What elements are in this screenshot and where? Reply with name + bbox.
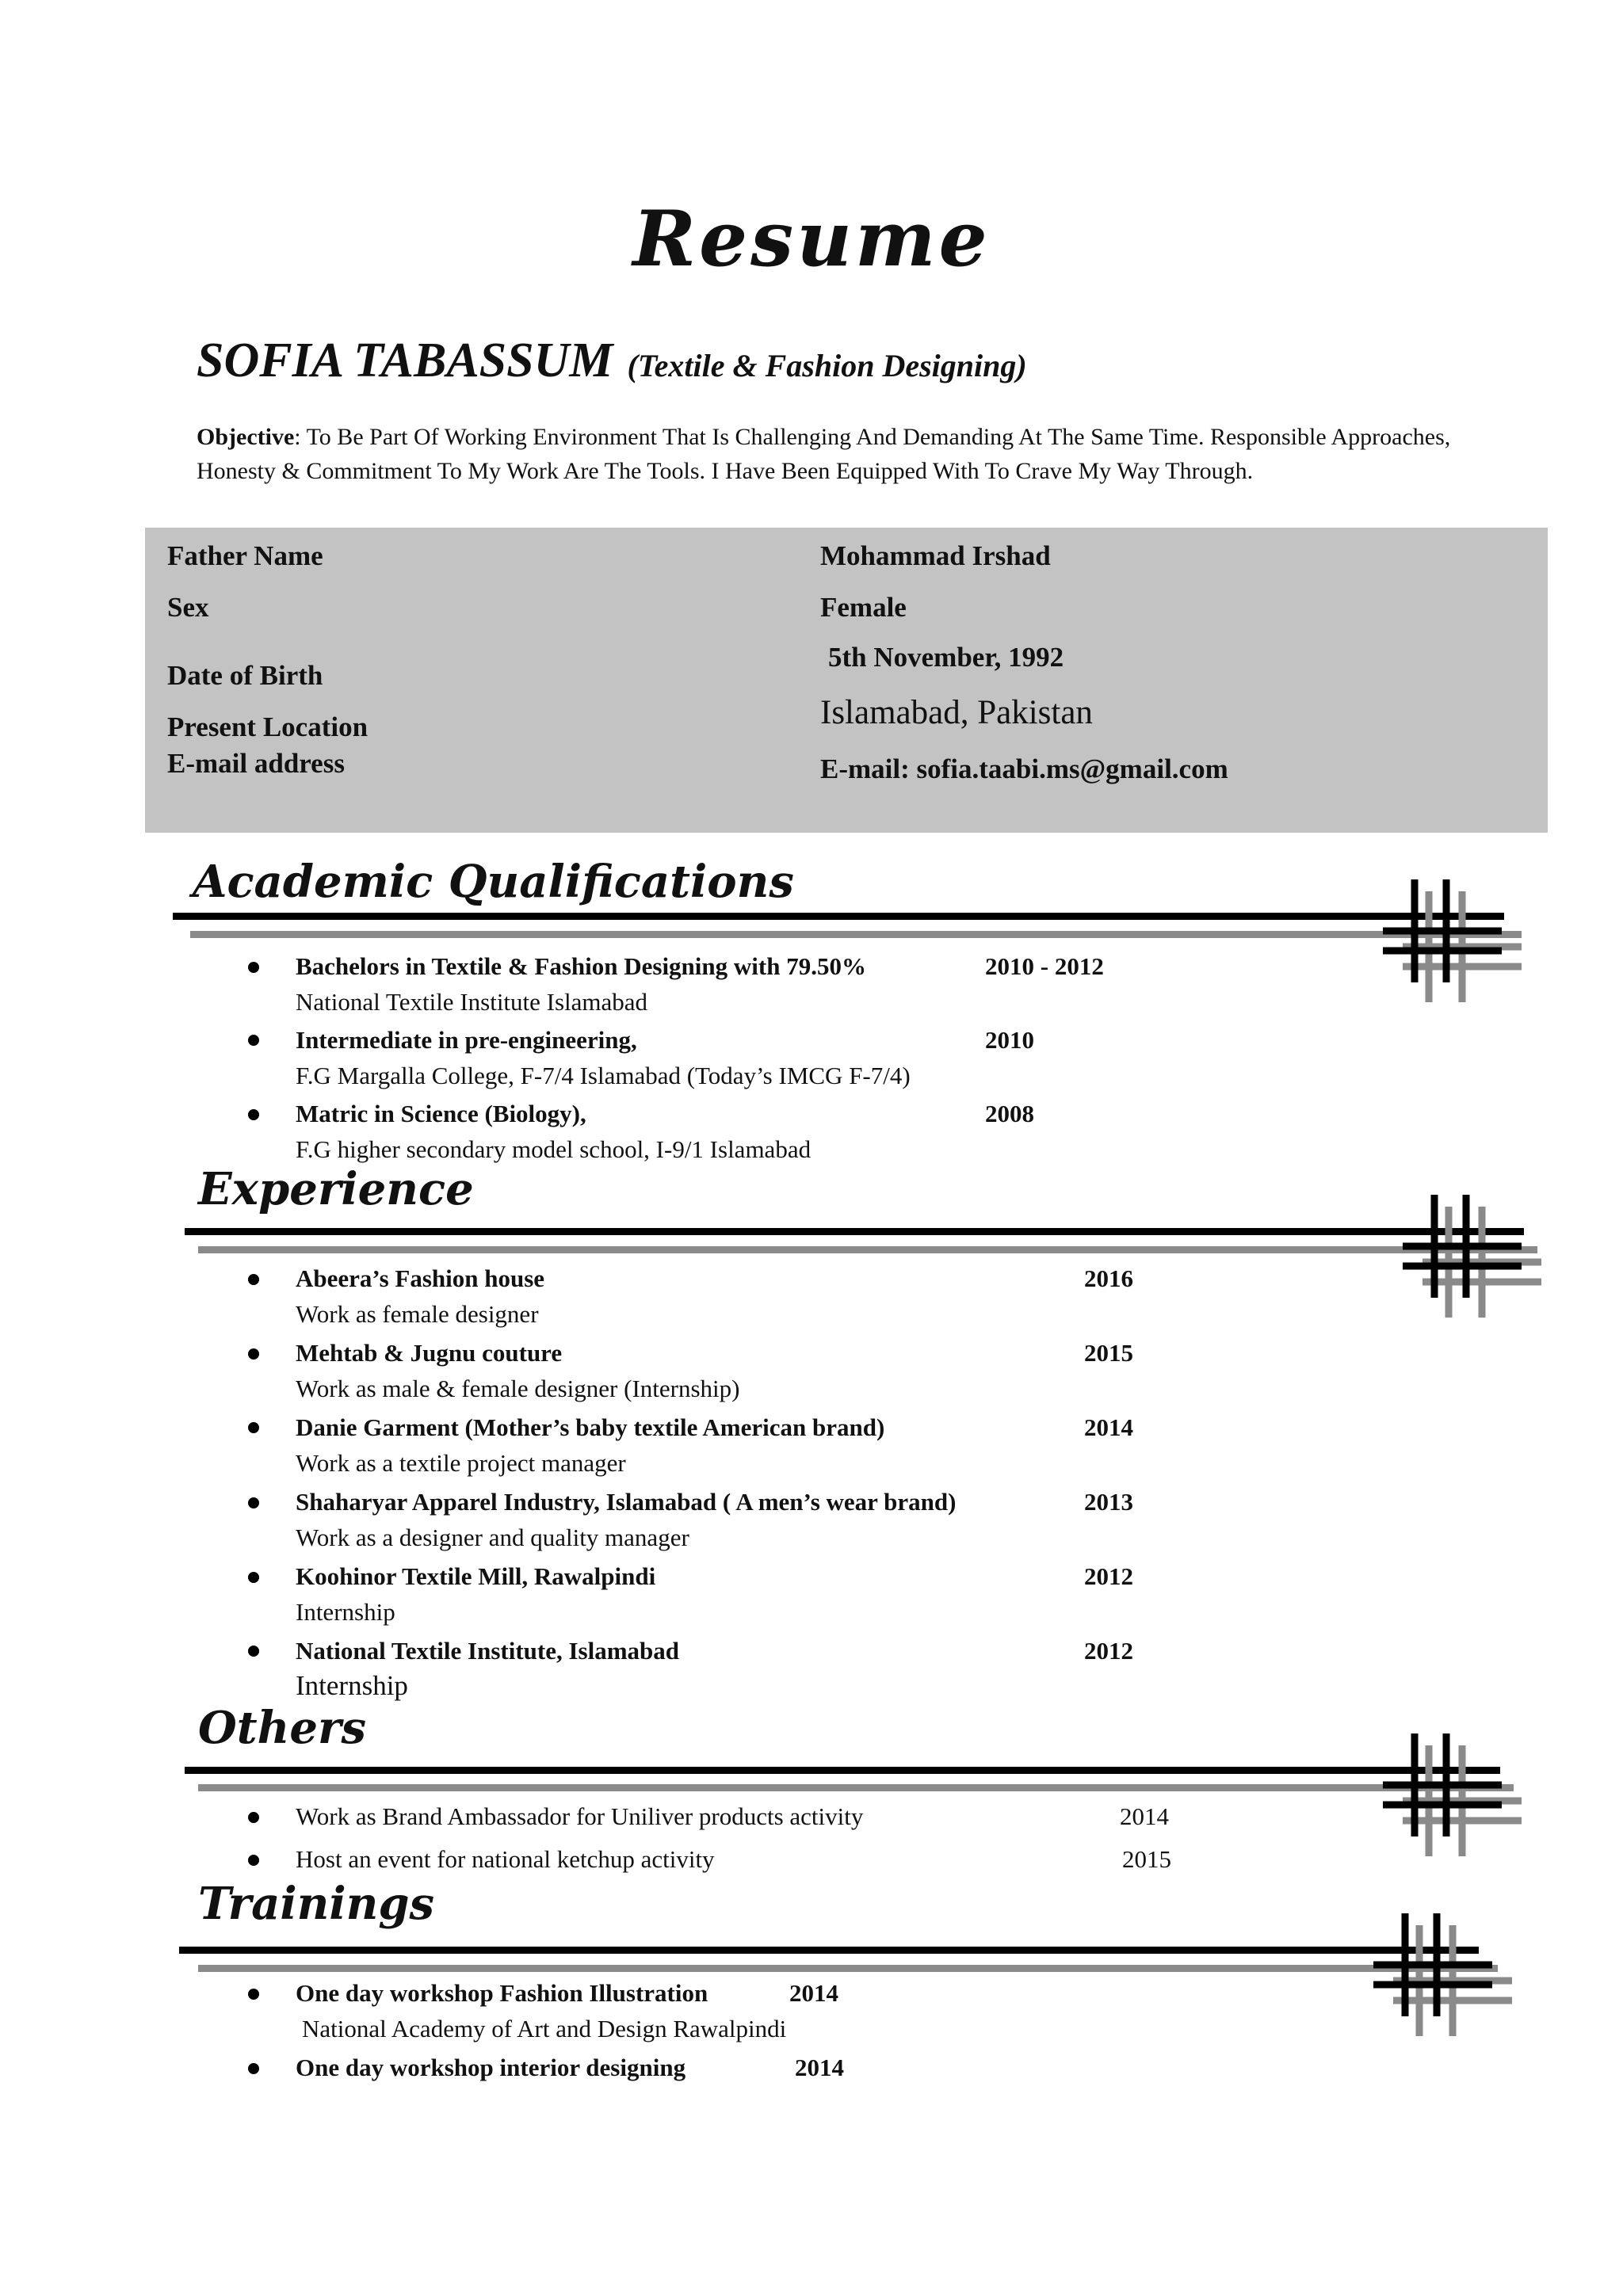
academic-heading: Academic Qualifications	[193, 856, 794, 908]
info-value-father-name: Mohammad Irshad	[820, 540, 1051, 571]
info-label-email: E-mail address	[167, 748, 345, 779]
others-year: 2014	[1120, 1802, 1169, 1830]
experience-year: 2012	[1084, 1637, 1133, 1665]
bullet-icon	[248, 1497, 259, 1508]
personal-info-box	[145, 528, 1548, 833]
section-divider	[198, 1965, 1498, 1972]
info-label-father-name: Father Name	[167, 540, 323, 571]
hash-ornament-icon	[1373, 1913, 1512, 2040]
academic-institution: National Textile Institute Islamabad	[296, 988, 648, 1016]
academic-year: 2010 - 2012	[985, 952, 1104, 980]
trainings-heading: Trainings	[198, 1878, 435, 1930]
experience-role: Work as male & female designer (Internship)	[296, 1375, 740, 1402]
page-title: Resume	[632, 194, 991, 284]
training-title: One day workshop interior designing	[296, 2054, 686, 2081]
experience-role: Internship	[296, 1598, 395, 1626]
hash-ornament-icon	[1383, 879, 1522, 1006]
bullet-icon	[248, 2063, 259, 2074]
academic-title: Bachelors in Textile & Fashion Designing with 79.50%	[296, 952, 866, 980]
training-institution: National Academy of Art and Design Rawalpindi	[302, 2015, 787, 2042]
bullet-icon	[248, 1812, 259, 1823]
training-year: 2014	[795, 2054, 844, 2081]
objective	[197, 420, 1496, 488]
objective-label: Objective	[197, 424, 295, 450]
training-title: One day workshop Fashion Illustration	[296, 1979, 708, 2007]
section-divider	[198, 1784, 1514, 1791]
objective-text: : To Be Part Of Working Environment That Is Challenging And Demanding At The Same Time. Responsible Approaches, Honesty & Commitment To My Work Are The Tools. I Have Been Equipped With To Crave My Way Through.	[197, 424, 1451, 484]
experience-role: Work as a designer and quality manager	[296, 1524, 689, 1551]
name-line	[197, 333, 1027, 389]
experience-title: Koohinor Textile Mill, Rawalpindi	[296, 1562, 656, 1590]
bullet-icon	[248, 1572, 259, 1583]
section-divider	[190, 931, 1522, 938]
experience-heading: Experience	[198, 1163, 474, 1215]
academic-institution: F.G higher secondary model school, I-9/1 Islamabad	[296, 1135, 812, 1163]
experience-year: 2014	[1084, 1413, 1133, 1441]
person-name: SOFIA TABASSUM	[197, 334, 613, 387]
academic-title: Intermediate in pre-engineering,	[296, 1026, 637, 1054]
bullet-icon	[248, 1109, 259, 1120]
hash-ornament-icon	[1383, 1733, 1522, 1860]
training-year: 2014	[789, 1979, 838, 2007]
info-value-dob: 5th November, 1992	[828, 642, 1064, 673]
section-divider	[185, 1767, 1500, 1774]
experience-role: Work as female designer	[296, 1300, 539, 1328]
info-value-sex: Female	[820, 592, 907, 623]
info-label-location: Present Location	[167, 711, 369, 742]
others-heading: Others	[198, 1702, 367, 1754]
experience-year: 2015	[1084, 1339, 1133, 1367]
person-specialty: (Textile & Fashion Designing)	[627, 348, 1027, 383]
experience-title: Abeera’s Fashion house	[296, 1264, 545, 1292]
bullet-icon	[248, 1035, 259, 1046]
info-label-dob: Date of Birth	[167, 660, 323, 691]
others-activity: Work as Brand Ambassador for Uniliver products activity	[296, 1802, 864, 1830]
bullet-icon	[248, 1646, 259, 1657]
bullet-icon	[248, 1989, 259, 2000]
info-value-location: Islamabad, Pakistan	[820, 694, 1093, 731]
info-value-email: E-mail: sofia.taabi.ms@gmail.com	[820, 753, 1228, 784]
info-label-sex: Sex	[167, 592, 209, 623]
academic-title: Matric in Science (Biology),	[296, 1100, 586, 1127]
academic-institution: F.G Margalla College, F-7/4 Islamabad (Today’s IMCG F-7/4)	[296, 1062, 911, 1089]
academic-year: 2010	[985, 1026, 1034, 1054]
bullet-icon	[248, 1855, 259, 1866]
others-activity: Host an event for national ketchup activity	[296, 1845, 715, 1873]
section-divider	[198, 1246, 1537, 1253]
bullet-icon	[248, 1274, 259, 1285]
section-divider	[185, 1228, 1524, 1235]
experience-title: National Textile Institute, Islamabad	[296, 1637, 680, 1665]
experience-role: Work as a textile project manager	[296, 1449, 626, 1477]
section-divider	[179, 1947, 1479, 1954]
experience-year: 2012	[1084, 1562, 1133, 1590]
bullet-icon	[248, 1422, 259, 1433]
section-divider	[173, 913, 1504, 920]
others-year: 2015	[1122, 1845, 1171, 1873]
hash-ornament-icon	[1403, 1195, 1541, 1322]
experience-title: Mehtab & Jugnu couture	[296, 1339, 563, 1367]
experience-year: 2013	[1084, 1488, 1133, 1516]
bullet-icon	[248, 962, 259, 973]
experience-role: Internship	[296, 1670, 408, 1701]
experience-year: 2016	[1084, 1264, 1133, 1292]
bullet-icon	[248, 1348, 259, 1360]
experience-title: Danie Garment (Mother’s baby textile American brand)	[296, 1413, 885, 1441]
academic-year: 2008	[985, 1100, 1034, 1127]
experience-title: Shaharyar Apparel Industry, Islamabad ( A men’s wear brand)	[296, 1488, 957, 1516]
